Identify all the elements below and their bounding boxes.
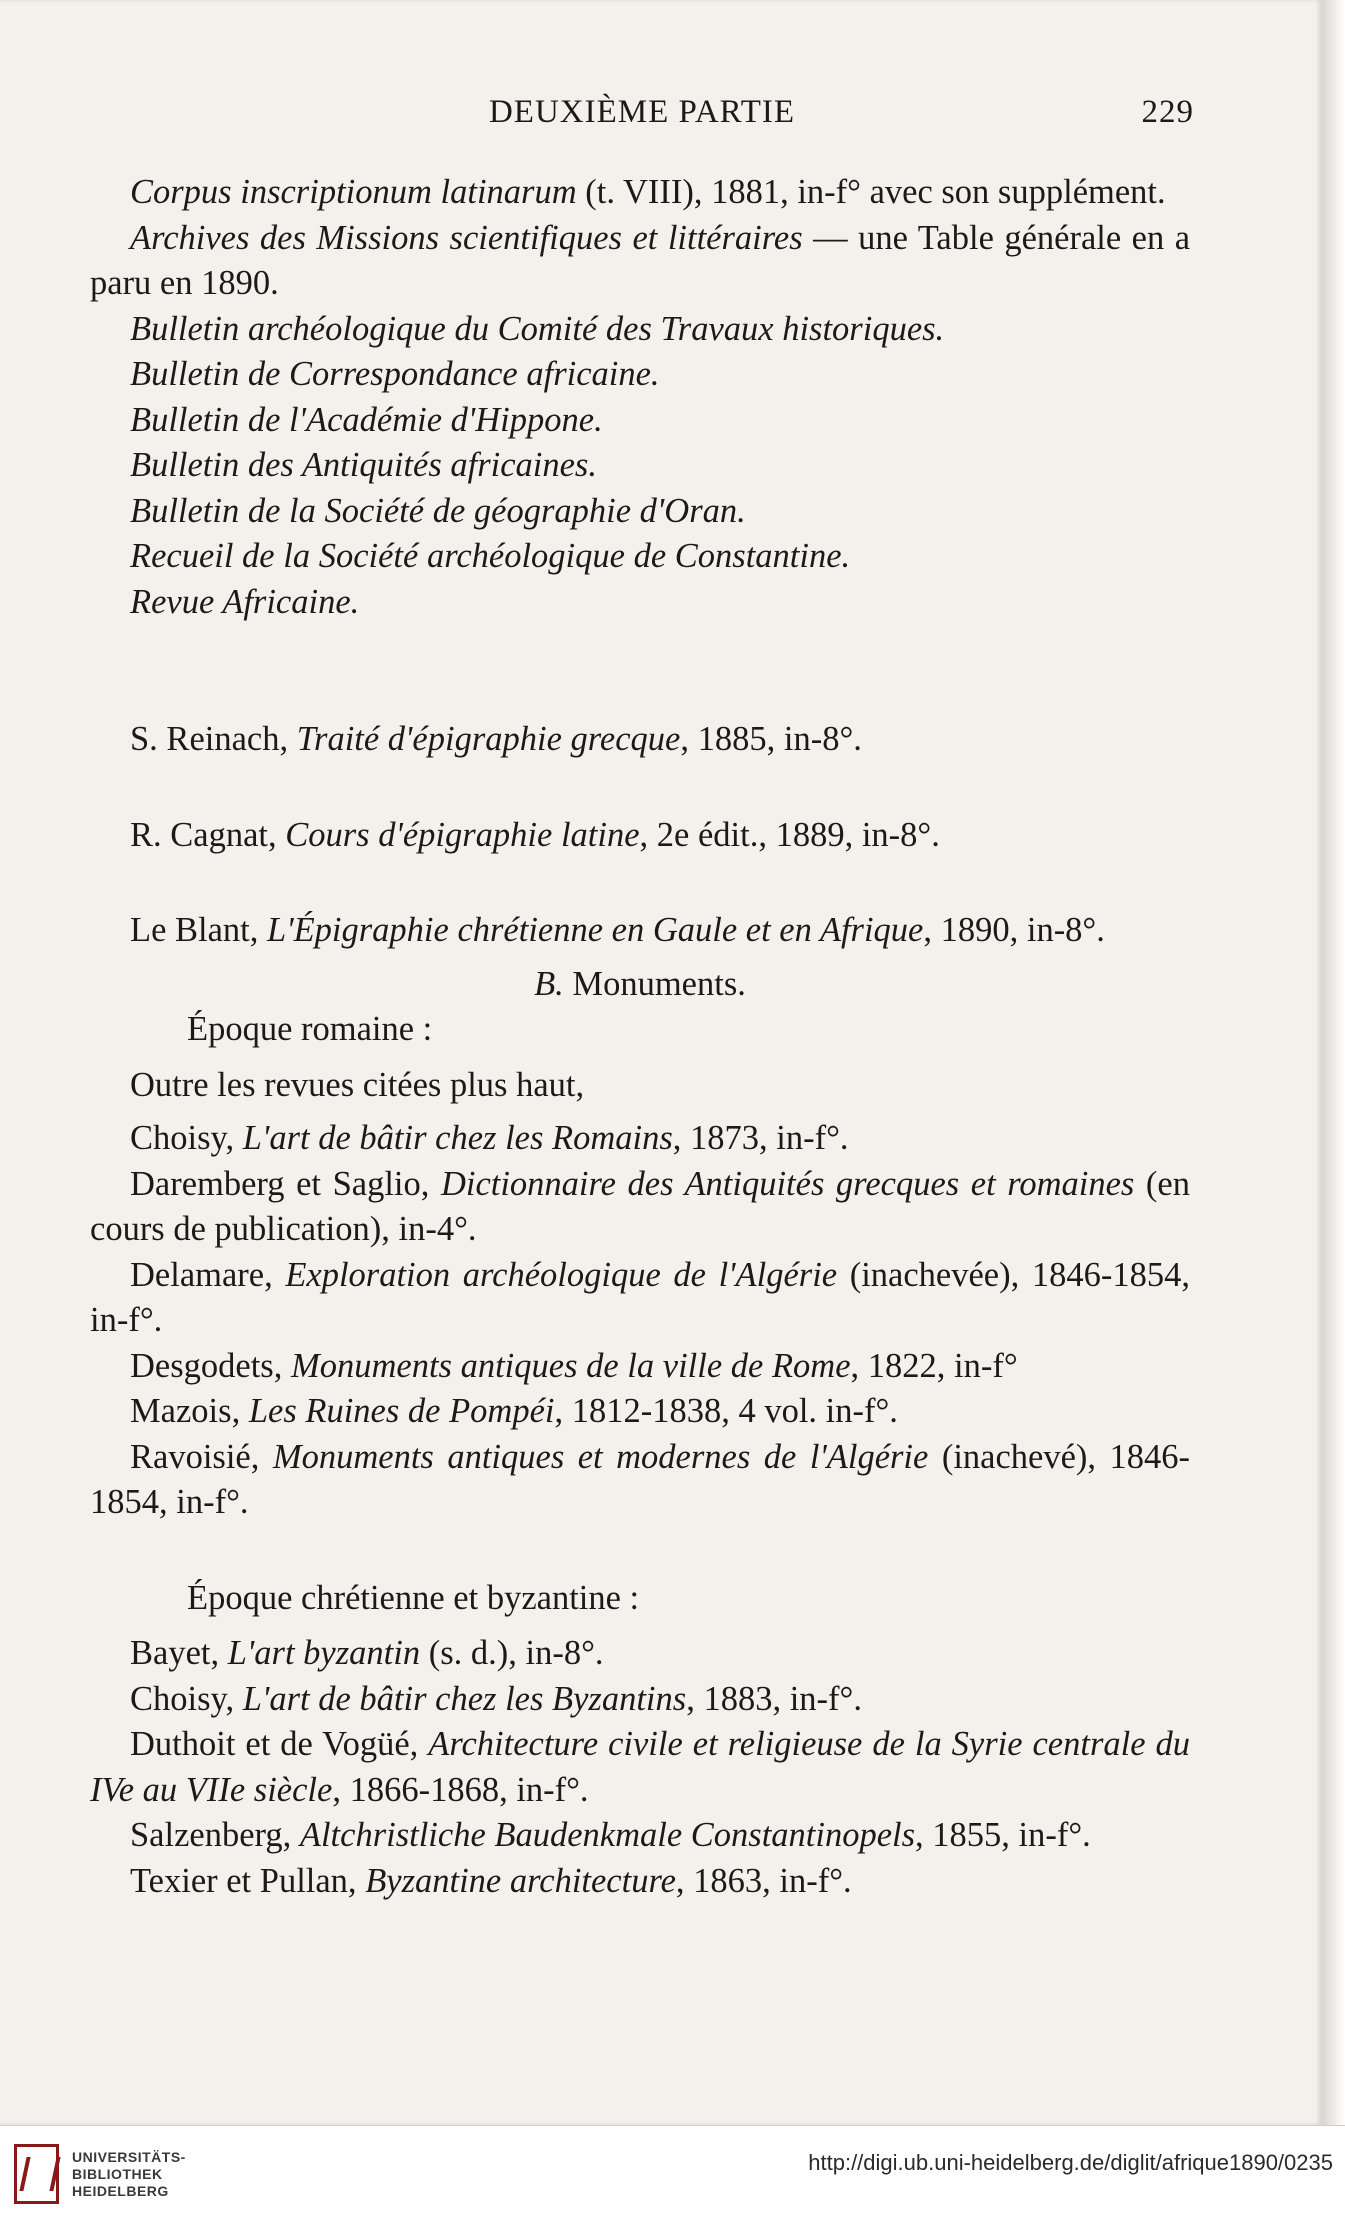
- viewer-footer: [0, 2125, 1345, 2223]
- bib-entry: Salzenberg, Altchristliche Baudenkmale Constantinopels, 1855, in-f°.: [130, 1816, 1091, 1854]
- bib-entry: Choisy, L'art de bâtir chez les Byzantins, 1883, in-f°.: [130, 1679, 862, 1718]
- header-title: DEUXIÈME PARTIE: [488, 94, 796, 130]
- subsection-heading: Époque romaine :: [187, 1010, 433, 1048]
- bib-entry: Mazois, Les Ruines de Pompéi, 1812-1838, 4 vol. in-f°.: [130, 1392, 898, 1430]
- bib-entry: Bayet, L'art byzantin (s. d.), in-8°.: [130, 1634, 604, 1672]
- bib-entry: Bulletin des Antiquités africaines.: [130, 446, 597, 484]
- university-logo-icon: [14, 2144, 59, 2204]
- subsection-heading: Époque chrétienne et byzantine :: [187, 1578, 640, 1617]
- bib-entry: Bulletin de l'Académie d'Hippone.: [130, 400, 603, 439]
- page-edge: [1322, 0, 1345, 2125]
- source-url-link[interactable]: http://digi.ub.uni-heidelberg.de/diglit/afrique1890/0235: [808, 2150, 1333, 2175]
- page-body: [90, 170, 1190, 1904]
- bib-entry: S. Reinach, Traité d'épigraphie grecque, 1885, in-8°.: [130, 720, 862, 758]
- bib-entry: Le Blant, L'Épigraphie chrétienne en Gaule et en Afrique, 1890, in-8°.: [130, 911, 1105, 949]
- bib-entry: Ravoisié, Monuments antiques et modernes de l'Algérie (inachevé), 1846-1854, in-f°.: [90, 1437, 1191, 1521]
- bib-entry: Recueil de la Société archéologique de Constantine.: [130, 537, 851, 575]
- section-heading: B. Monuments.: [534, 964, 746, 1003]
- page-number: 229: [1141, 94, 1194, 130]
- bib-entry: Texier et Pullan, Byzantine architecture, 1863, in-f°.: [130, 1861, 852, 1900]
- bib-entry: Bulletin de Correspondance africaine.: [130, 355, 660, 393]
- bib-entry: Bulletin de la Société de géographie d'Oran.: [130, 491, 746, 530]
- bib-entry: Delamare, Exploration archéologique de l'Algérie (inachevée), 1846-1854, in-f°.: [90, 1255, 1190, 1339]
- intro-text: Outre les revues citées plus haut,: [130, 1065, 585, 1104]
- institution-name: UNIVERSITÄTS- BIBLIOTHEK HEIDELBERG: [72, 2149, 186, 2199]
- bib-entry: Duthoit et de Vogüé, Architecture civile et religieuse de la Syrie centrale du IVe au VIIe siècle, 1866-1868, in-f°.: [90, 1725, 1190, 1809]
- bib-entry: Bulletin archéologique du Comité des Travaux historiques.: [130, 309, 945, 348]
- bib-entry: Daremberg et Saglio, Dictionnaire des Antiquités grecques et romaines (en cours de publication), in-4°.: [90, 1164, 1190, 1248]
- bib-entry: Choisy, L'art de bâtir chez les Romains, 1873, in-f°.: [130, 1119, 849, 1157]
- bib-entry: R. Cagnat, Cours d'épigraphie latine, 2e édit., 1889, in-8°.: [130, 815, 940, 854]
- bib-entry: Revue Africaine.: [130, 582, 360, 621]
- bib-entry: Archives des Missions scientifiques et littéraires — une Table générale en a paru en 1890.: [90, 218, 1191, 302]
- bib-entry: Corpus inscriptionum latinarum (t. VIII), 1881, in-f° avec son supplément.: [130, 173, 1166, 211]
- bib-entry: Desgodets, Monuments antiques de la ville de Rome, 1822, in-f°: [130, 1346, 1018, 1385]
